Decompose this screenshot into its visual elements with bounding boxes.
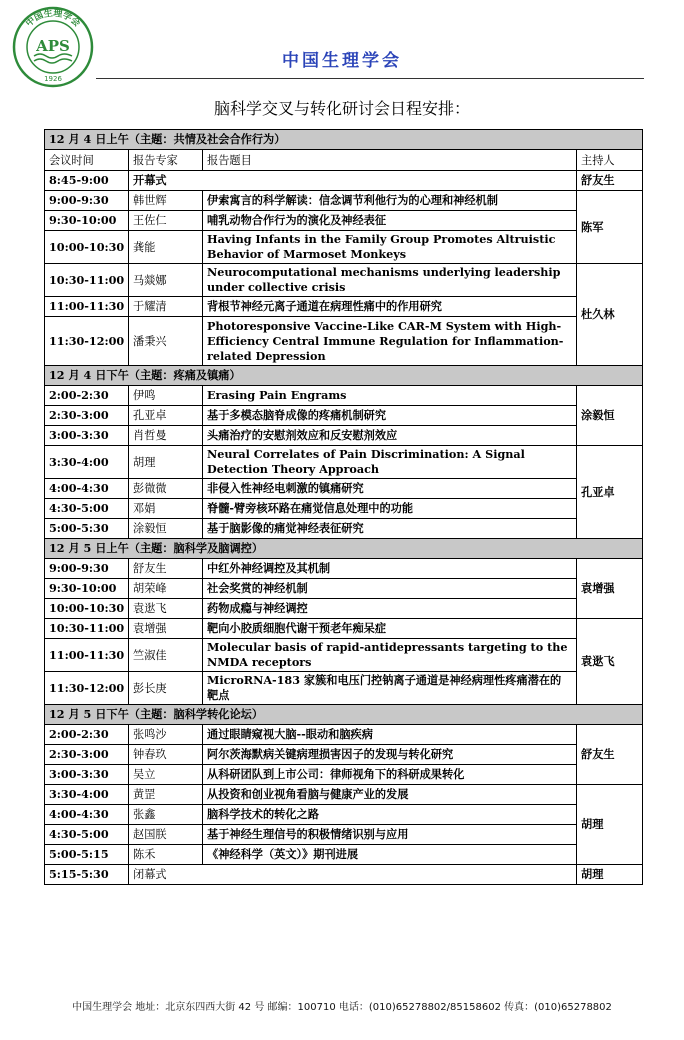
row-topic: 脑科学技术的转化之路 [203,805,577,825]
row-speaker: 潘秉兴 [129,317,203,366]
row-time: 10:30-11:00 [45,264,129,297]
row-speaker: 伊鸣 [129,386,203,406]
row-topic: 背根节神经元离子通道在病理性痛中的作用研究 [203,297,577,317]
row-speaker: 钟春玖 [129,745,203,765]
table-row [45,865,643,885]
row-topic: MicroRNA-183 家簇和电压门控钠离子通道是神经病理性疼痛潜在的靶点 [203,672,577,705]
row-speaker: 张鸣沙 [129,725,203,745]
row-time: 9:00-9:30 [45,559,129,579]
row-topic: 中红外神经调控及其机制 [203,559,577,579]
table-row [45,599,643,619]
row-speaker: 涂毅恒 [129,519,203,539]
row-time: 11:00-11:30 [45,639,129,672]
row-topic: 从投资和创业视角看脑与健康产业的发展 [203,785,577,805]
svg-text:中国生理学会 [23,7,83,29]
row-host: 杜久林 [577,264,643,366]
row-speaker: 肖哲曼 [129,426,203,446]
column-header-speaker: 报告专家 [129,150,203,171]
session-header: 12 月 4 日下午（主题：疼痛及镇痛） [45,366,643,386]
row-time: 4:00-4:30 [45,479,129,499]
row-speaker: 闭幕式 [129,865,577,885]
row-speaker: 于耀清 [129,297,203,317]
row-time: 9:30-10:00 [45,211,129,231]
table-row [45,191,643,211]
row-time: 3:00-3:30 [45,765,129,785]
row-speaker: 孔亚卓 [129,406,203,426]
logo-year: 1926 [44,75,62,83]
row-topic: 头痛治疗的安慰剂效应和反安慰剂效应 [203,426,577,446]
row-speaker: 韩世辉 [129,191,203,211]
row-time: 2:00-2:30 [45,725,129,745]
row-host: 舒友生 [577,171,643,191]
session-header: 12 月 4 日上午（主题：共情及社会合作行为） [45,130,643,150]
table-row [45,579,643,599]
table-row [45,745,643,765]
table-row [45,386,643,406]
row-time: 4:30-5:00 [45,499,129,519]
row-time: 8:45-9:00 [45,171,129,191]
row-topic: 哺乳动物合作行为的演化及神经表征 [203,211,577,231]
table-row [45,171,643,191]
row-host: 胡理 [577,785,643,865]
footer-contact: 中国生理学会 地址：北京东四西大街 42 号 邮编：100710 电话：(010)65278802/85158602 传真：(010)65278802 [72,1002,612,1013]
row-host: 胡理 [577,865,643,885]
row-topic: Erasing Pain Engrams [203,386,577,406]
row-topic: 从科研团队到上市公司：律师视角下的科研成果转化 [203,765,577,785]
logo-ring-text: 中国生理学会 [24,8,82,30]
header-divider [96,78,644,79]
row-time: 3:30-4:00 [45,446,129,479]
row-time: 10:00-10:30 [45,231,129,264]
table-row [45,785,643,805]
row-topic: Having Infants in the Family Group Promotes Altruistic Behavior of Marmoset Monkeys [203,231,577,264]
row-time: 10:30-11:00 [45,619,129,639]
row-host: 袁逖飞 [577,619,643,705]
row-host: 舒友生 [577,725,643,785]
row-time: 3:30-4:00 [45,785,129,805]
row-time: 11:30-12:00 [45,672,129,705]
document-title: 脑科学交叉与转化研讨会日程安排： [213,99,470,118]
table-row [45,231,643,264]
column-header-topic: 报告题目 [203,150,577,171]
row-time: 4:30-5:00 [45,825,129,845]
row-time: 4:00-4:30 [45,805,129,825]
row-time: 10:00-10:30 [45,599,129,619]
row-topic: 《神经科学（英文）》期刊进展 [203,845,577,865]
row-topic: 阿尔茨海默病关键病理损害因子的发现与转化研究 [203,745,577,765]
row-speaker: 赵国朕 [129,825,203,845]
row-speaker: 邓娟 [129,499,203,519]
org-title: 中国生理学会 [282,51,402,71]
row-speaker: 张鑫 [129,805,203,825]
row-speaker: 吴立 [129,765,203,785]
schedule-table [44,129,643,885]
row-topic: Neural Correlates of Pain Discrimination: A Signal Detection Theory Approach [203,446,577,479]
row-speaker: 胡荣峰 [129,579,203,599]
row-speaker: 竺淑佳 [129,639,203,672]
row-speaker: 彭长庚 [129,672,203,705]
row-speaker: 陈禾 [129,845,203,865]
row-time: 2:30-3:00 [45,406,129,426]
row-time: 2:00-2:30 [45,386,129,406]
row-topic: Neurocomputational mechanisms underlying leadership under collective crisis [203,264,577,297]
row-topic: 药物成瘾与神经调控 [203,599,577,619]
session-header: 12 月 5 日上午（主题：脑科学及脑调控） [45,539,643,559]
logo-letters: APS [36,37,70,55]
column-header-time: 会议时间 [45,150,129,171]
row-speaker: 黄罡 [129,785,203,805]
row-time: 11:30-12:00 [45,317,129,366]
row-topic: 靶向小胶质细胞代谢干预老年痴呆症 [203,619,577,639]
row-time: 11:00-11:30 [45,297,129,317]
row-speaker: 马燚娜 [129,264,203,297]
row-time: 5:00-5:15 [45,845,129,865]
row-topic: 基于神经生理信号的积极情绪识别与应用 [203,825,577,845]
table-row [45,639,643,672]
row-topic: 伊索寓言的科学解读：信念调节利他行为的心理和神经机制 [203,191,577,211]
row-topic: 基于多模态脑脊成像的疼痛机制研究 [203,406,577,426]
row-topic: 脊髓-臂旁核环路在痛觉信息处理中的功能 [203,499,577,519]
table-row [45,765,643,785]
row-speaker: 龚能 [129,231,203,264]
row-topic: 非侵入性神经电刺激的镇痛研究 [203,479,577,499]
column-header-host: 主持人 [577,150,643,171]
table-row [45,479,643,499]
table-row [45,406,643,426]
row-host: 孔亚卓 [577,446,643,539]
row-topic: 开幕式 [129,171,577,191]
table-row [45,446,643,479]
table-row [45,264,643,297]
table-row [45,297,643,317]
row-time: 3:00-3:30 [45,426,129,446]
row-time: 5:00-5:30 [45,519,129,539]
row-time: 5:15-5:30 [45,865,129,885]
table-row [45,672,643,705]
table-row [45,426,643,446]
row-topic: 社会奖赏的神经机制 [203,579,577,599]
row-topic: Photoresponsive Vaccine-Like CAR-M System with High-Efficiency Central Immune Regulation for Inflammation-related Depression [203,317,577,366]
row-speaker: 王佐仁 [129,211,203,231]
table-row [45,725,643,745]
table-row [45,559,643,579]
table-row [45,519,643,539]
session-header: 12 月 5 日下午（主题：脑科学转化论坛） [45,705,643,725]
row-host: 涂毅恒 [577,386,643,446]
row-host: 袁增强 [577,559,643,619]
row-time: 9:00-9:30 [45,191,129,211]
row-topic: 基于脑影像的痛觉神经表征研究 [203,519,577,539]
row-speaker: 袁增强 [129,619,203,639]
row-topic: 通过眼睛窥视大脑--眼动和脑疾病 [203,725,577,745]
row-time: 9:30-10:00 [45,579,129,599]
table-row [45,211,643,231]
row-speaker: 胡理 [129,446,203,479]
row-time: 2:30-3:00 [45,745,129,765]
table-row [45,317,643,366]
table-row [45,499,643,519]
table-row [45,825,643,845]
table-row [45,805,643,825]
row-topic: Molecular basis of rapid-antidepressants targeting to the NMDA receptors [203,639,577,672]
table-row [45,845,643,865]
row-host: 陈军 [577,191,643,264]
row-speaker: 彭微微 [129,479,203,499]
row-speaker: 袁逖飞 [129,599,203,619]
row-speaker: 舒友生 [129,559,203,579]
table-row [45,619,643,639]
